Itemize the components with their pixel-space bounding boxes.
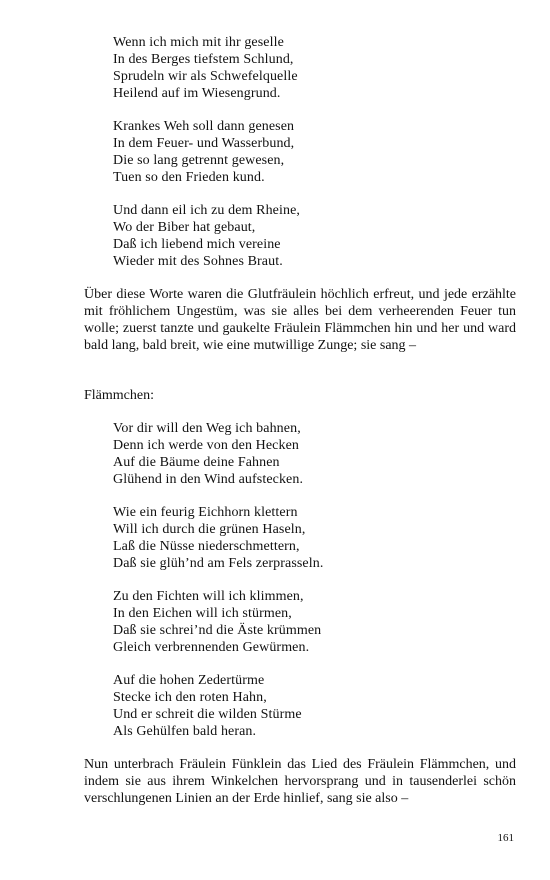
speaker-label: Flämmchen: (84, 388, 154, 403)
verse-line: Denn ich werde von den Hecken (113, 438, 299, 453)
stanza-7 (113, 672, 513, 740)
stanza-5 (113, 504, 513, 572)
prose-paragraph-1: Über diese Worte waren die Glutfräulein höchlich erfreut, und jede erzählte mit fröhlichem Ungestüm, was sie alles bei dem verheerenden Feuer tun wolle; zuerst tanzte und gaukelte Fräulein Flämmchen hin und her und ward bald lang, bald breit, wie eine mutwillige Zunge; sie sang – (84, 287, 516, 353)
verse-line: Glühend in den Wind aufstecken. (113, 472, 304, 487)
verse-line: Und dann eil ich zu dem Rheine, (113, 203, 300, 218)
verse-line: In des Berges tiefstem Schlund, (113, 52, 294, 67)
verse-line: Wo der Biber hat gebaut, (113, 220, 256, 235)
verse-line: Als Gehülfen bald heran. (113, 724, 257, 739)
verse-line: Laß die Nüsse niederschmettern, (113, 539, 300, 554)
verse-line: Wieder mit des Sohnes Braut. (113, 254, 283, 269)
page-number: 161 (497, 832, 514, 844)
verse-line: Daß sie schrei’nd die Äste krümmen (113, 623, 322, 638)
verse-line: Stecke ich den roten Hahn, (113, 690, 267, 705)
verse-line: Auf die hohen Zedertürme (113, 673, 265, 688)
stanza-1 (113, 34, 513, 102)
verse-line: Daß sie glüh’nd am Fels zerprasseln. (113, 556, 324, 571)
prose-paragraph-2: Nun unterbrach Fräulein Fünklein das Lied des Fräulein Flämmchen, und indem sie aus ihrem Winkelchen hervorsprang und in tausenderlei schön verschlungenen Linien an der Erde hinlief, sang sie also – (84, 757, 516, 806)
verse-line: Wenn ich mich mit ihr geselle (113, 35, 284, 50)
verse-line: Tuen so den Frieden kund. (113, 170, 265, 185)
verse-line: In den Eichen will ich stürmen, (113, 606, 292, 621)
verse-line: Wie ein feurig Eichhorn klettern (113, 505, 298, 520)
verse-line: In dem Feuer- und Wasserbund, (113, 136, 295, 151)
verse-line: Sprudeln wir als Schwefelquelle (113, 69, 298, 84)
verse-line: Daß ich liebend mich vereine (113, 237, 281, 252)
stanza-6 (113, 588, 513, 656)
verse-line: Zu den Fichten will ich klimmen, (113, 589, 304, 604)
verse-line: Und er schreit die wilden Stürme (113, 707, 302, 722)
verse-line: Vor dir will den Weg ich bahnen, (113, 421, 301, 436)
verse-line: Auf die Bäume deine Fahnen (113, 455, 280, 470)
stanza-4 (113, 420, 513, 488)
stanza-2 (113, 118, 513, 186)
verse-line: Die so lang getrennt gewesen, (113, 153, 285, 168)
stanza-3 (113, 202, 513, 270)
verse-line: Krankes Weh soll dann genesen (113, 119, 295, 134)
verse-line: Gleich verbrennenden Gewürmen. (113, 640, 310, 655)
verse-line: Heilend auf im Wiesengrund. (113, 86, 281, 101)
verse-line: Will ich durch die grünen Haseln, (113, 522, 306, 537)
